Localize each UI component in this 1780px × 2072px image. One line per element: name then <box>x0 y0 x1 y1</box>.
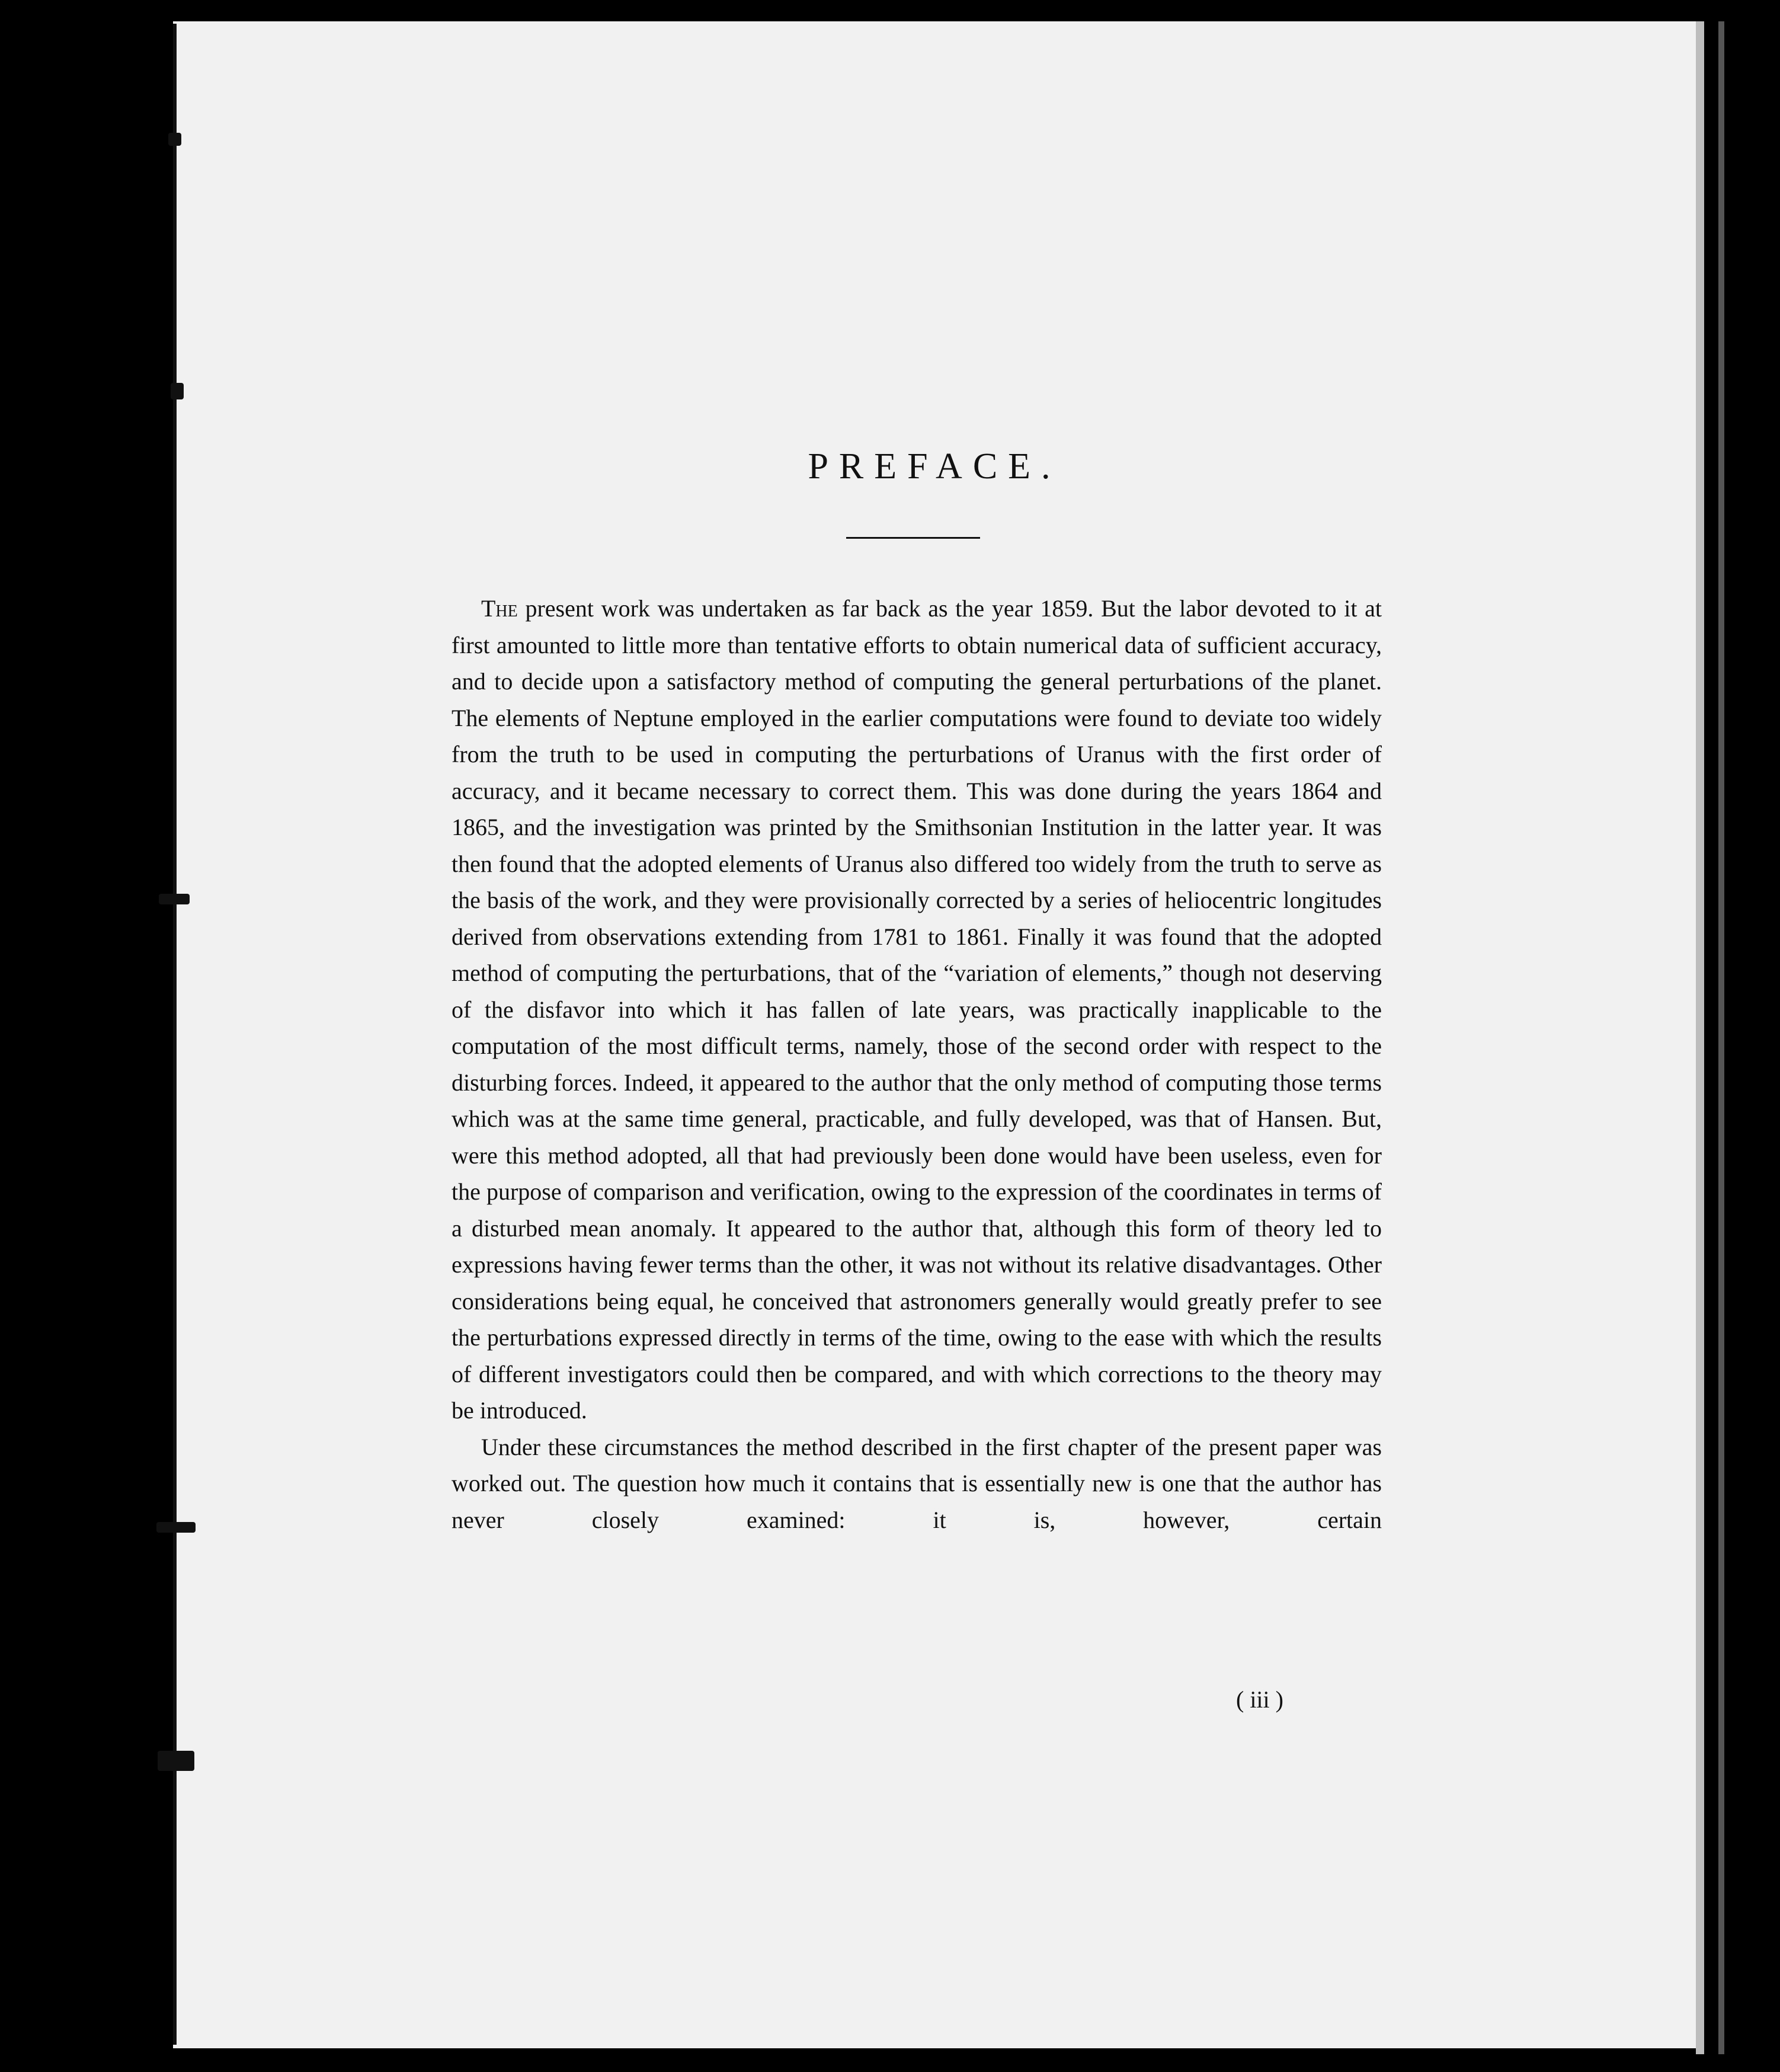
page-title: PREFACE. <box>808 446 1061 487</box>
paragraph <box>452 1429 1382 1539</box>
binding-mark <box>171 383 184 399</box>
paragraph-text: Under these circumstances the method described in the first chapter of the present paper was worked out. The question how much it contains that is essentially new is one that the author has never closely examined: it is, however, certain <box>452 1433 1382 1533</box>
title-rule <box>846 537 980 539</box>
binding-mark <box>156 1522 196 1533</box>
binding-edge <box>173 24 177 2045</box>
paragraph-lead: The <box>481 595 518 622</box>
preface-body <box>452 590 1382 1538</box>
paragraph-text: present work was undertaken as far back as the year 1859. But the labor devoted to it at first amounted to little more than tentative efforts to obtain numerical data of sufficient accuracy, and to decide upon a satisfactory method of computing the general perturbations of the planet. The elements of Neptune employed in the earlier computations were found to deviate too widely from the truth to be used in computing the perturbations of Uranus with the first order of accuracy, and it became necessary to correct them. This was done during the years 1864 and 1865, and the investigation was printed by the Smithsonian Institution in the latter year. It was then found that the adopted elements of Uranus also differed too widely from the truth to serve as the basis of the work, and they were provisionally corrected by a series of heliocentric longitudes derived from observations extending from 1781 to 1861. Finally it was found that the adopted method of computing the perturbations, that of the “variation of elements,” though not deserving of the disfavor into which it has fallen of late years, was practically inapplicable to the computation of the most difficult terms, namely, those of the second order with respect to the disturbing forces. Indeed, it appeared to the author that the only method of computing those terms which was at the same time general, practicable, and fully developed, was that of Hansen. But, were this method adopted, all that had previously been done would have been useless, even for the purpose of comparison and verification, owing to the expression of the coordinates in terms of a disturbed mean anomaly. It appeared to the author that, although this form of theory led to expressions having fewer terms than the other, it was not without its relative disadvantages. Other considerations being equal, he conceived that astronomers generally would greatly prefer to see the perturbations expressed directly in terms of the time, owing to the ease with which the results of different investigators could then be compared, and with which corrections to the theory may be introduced. <box>452 595 1382 1424</box>
page-number: ( iii ) <box>1236 1686 1283 1713</box>
page-edge <box>1696 21 1704 2054</box>
paragraph <box>452 590 1382 1429</box>
page-edge <box>1718 21 1724 2054</box>
binding-mark <box>159 894 190 904</box>
binding-mark <box>168 133 181 146</box>
binding-mark <box>158 1751 194 1771</box>
